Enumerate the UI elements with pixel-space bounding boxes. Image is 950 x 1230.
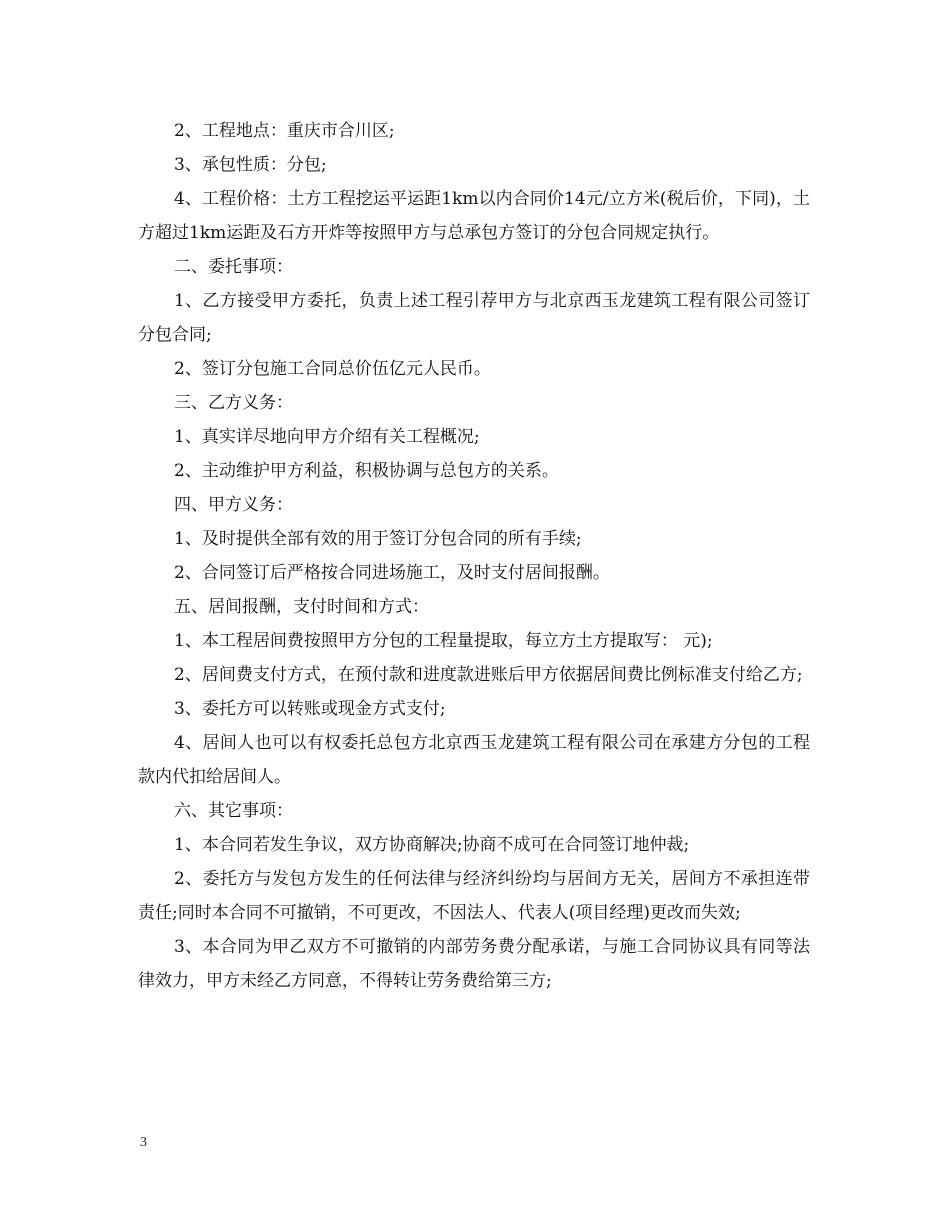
paragraph-party-b-obligation-2: 2、主动维护甲方利益，积极协调与总包方的关系。 [174, 461, 559, 481]
paragraph-remuneration-4: 4、居间人也可以有权委托总包方北京西玉龙建筑工程有限公司在承建方分包的工程款内代扣给居间人。 [138, 733, 810, 787]
document-body [138, 114, 810, 998]
section-heading-party-b-obligations: 三、乙方义务： [174, 393, 293, 413]
paragraph-remuneration-3: 3、委托方可以转账或现金方式支付; [174, 699, 446, 719]
paragraph-party-a-obligation-2: 2、合同签订后严格按合同进场施工，及时支付居间报酬。 [174, 563, 610, 583]
paragraph-remuneration-2: 2、居间费支付方式，在预付款和进度款进账后甲方依据居间费比例标准支付给乙方; [174, 665, 803, 685]
section-heading-other-matters: 六、其它事项： [174, 801, 293, 821]
section-heading-party-a-obligations: 四、甲方义务： [174, 495, 293, 515]
page-number: 3 [140, 1135, 147, 1150]
paragraph-party-a-obligation-1: 1、及时提供全部有效的用于签订分包合同的所有手续; [174, 529, 582, 549]
paragraph-entrusted-matter-2: 2、签订分包施工合同总价伍亿元人民币。 [174, 359, 491, 379]
paragraph-other-matter-2: 2、委托方与发包方发生的任何法律与经济纠纷均与居间方无关，居间方不承担连带责任;同时本合同不可撤销，不可更改，不因法人、代表人(项目经理)更改而失效; [138, 869, 810, 923]
paragraph-project-location: 2、工程地点：重庆市合川区; [174, 121, 395, 141]
paragraph-other-matter-3: 3、本合同为甲乙双方不可撤销的内部劳务费分配承诺，与施工合同协议具有同等法律效力，甲方未经乙方同意，不得转让劳务费给第三方; [138, 937, 810, 991]
paragraph-project-price: 4、工程价格：土方工程挖运平运距1km以内合同价14元/立方米(税后价，下同)，土方超过1km运距及石方开炸等按照甲方与总承包方签订的分包合同规定执行。 [138, 189, 810, 243]
paragraph-contract-nature: 3、承包性质：分包; [174, 155, 327, 175]
paragraph-remuneration-1: 1、本工程居间费按照甲方分包的工程量提取，每立方土方提取写： 元); [174, 631, 713, 651]
paragraph-other-matter-1: 1、本合同若发生争议，双方协商解决;协商不成可在合同签订地仲裁; [174, 835, 690, 855]
section-heading-entrusted-matters: 二、委托事项： [174, 257, 293, 277]
paragraph-party-b-obligation-1: 1、真实详尽地向甲方介绍有关工程概况; [174, 427, 480, 447]
section-heading-remuneration: 五、居间报酬，支付时间和方式： [174, 597, 429, 617]
paragraph-entrusted-matter-1: 1、乙方接受甲方委托，负责上述工程引荐甲方与北京西玉龙建筑工程有限公司签订分包合同; [138, 291, 810, 345]
